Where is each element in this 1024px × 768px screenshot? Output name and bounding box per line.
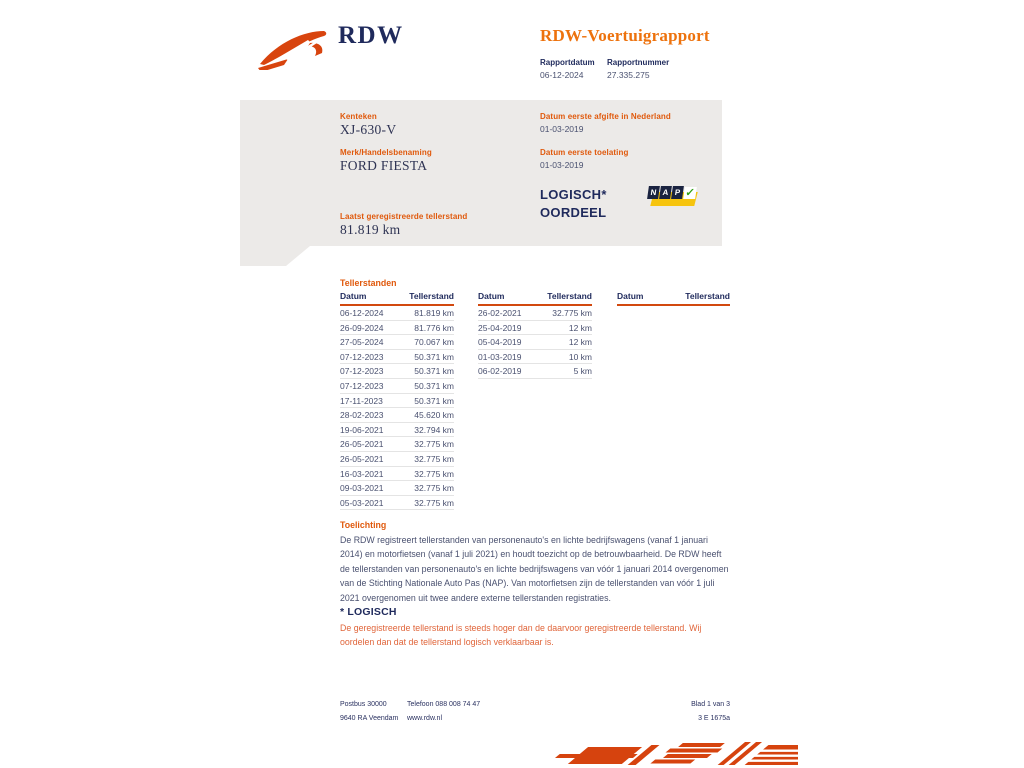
column-header-datum: Datum <box>617 291 644 301</box>
row-date: 26-02-2021 <box>478 308 522 318</box>
document-title: RDW-Voertuigrapport <box>540 26 710 45</box>
footer-form-code: 3 E 1675a <box>698 715 730 722</box>
table-row <box>340 379 454 394</box>
row-odometer-value: 32.775 km <box>552 308 592 318</box>
row-date: 07-12-2023 <box>340 351 384 362</box>
row-date: 09-03-2021 <box>340 483 384 494</box>
table-row <box>340 394 454 409</box>
odometer-table-1 <box>340 291 454 510</box>
nap-checkmark-icon: ✓ <box>684 187 696 199</box>
row-date: 25-04-2019 <box>478 322 522 333</box>
table-body <box>340 306 454 510</box>
footer-contact <box>407 698 480 726</box>
row-date: 07-12-2023 <box>340 380 384 391</box>
row-odometer-value: 50.371 km <box>414 366 454 377</box>
row-odometer-value: 32.775 km <box>414 453 454 464</box>
column-header-datum: Datum <box>478 291 505 301</box>
row-odometer-value: 5 km <box>573 366 592 377</box>
oordeel-block <box>540 186 607 222</box>
footer-phone: Telefoon 088 008 74 47 <box>407 701 481 708</box>
footer-website: www.rdw.nl <box>407 715 443 722</box>
eerste-toelating-label: Datum eerste toelating <box>540 148 629 157</box>
oordeel-line2: OORDEEL <box>540 205 607 220</box>
table-row <box>340 481 454 496</box>
row-odometer-value: 12 km <box>568 337 592 348</box>
row-odometer-value: 45.620 km <box>414 410 454 421</box>
row-date: 05-03-2021 <box>340 497 384 508</box>
row-date: 16-03-2021 <box>340 468 384 479</box>
table-row <box>340 467 454 482</box>
laatst-tellerstand-value: 81.819 km <box>340 222 401 237</box>
table-header <box>617 291 730 306</box>
row-odometer-value: 32.775 km <box>414 497 454 508</box>
report-date-value: 06-12-2024 <box>540 70 584 80</box>
row-odometer-value: 81.776 km <box>414 322 454 333</box>
footer-page-number: Blad 1 van 3 <box>691 701 730 708</box>
merk-label: Merk/Handelsbenaming <box>340 148 432 157</box>
table-row <box>340 364 454 379</box>
rdw-logo-text: RDW <box>338 22 404 49</box>
kenteken-label: Kenteken <box>340 112 377 121</box>
eerste-afgifte-label: Datum eerste afgifte in Nederland <box>540 112 671 121</box>
row-odometer-value: 32.794 km <box>414 424 454 435</box>
table-row <box>340 321 454 336</box>
odometer-table-3 <box>617 291 730 306</box>
table-body <box>478 306 592 379</box>
table-row <box>340 452 454 467</box>
kenteken-value: XJ-630-V <box>340 122 397 137</box>
table-row <box>340 335 454 350</box>
laatst-tellerstand-label: Laatst geregistreerde tellerstand <box>340 212 468 221</box>
column-header-tellerstand: Tellerstand <box>685 291 730 301</box>
toelichting-heading: Toelichting <box>340 520 387 530</box>
table-row <box>478 335 592 350</box>
footer-page-info <box>630 698 730 726</box>
table-header <box>478 291 592 306</box>
row-date: 19-06-2021 <box>340 424 384 435</box>
row-odometer-value: 50.371 km <box>414 395 454 406</box>
row-date: 26-05-2021 <box>340 453 384 464</box>
report-number-label: Rapportnummer <box>607 58 670 67</box>
nap-letter-a: A <box>659 186 672 199</box>
table-row <box>478 350 592 365</box>
row-odometer-value: 12 km <box>568 322 592 333</box>
row-odometer-value: 50.371 km <box>414 351 454 362</box>
tellerstanden-heading: Tellerstanden <box>340 278 397 288</box>
nap-letter-n: N <box>647 186 660 199</box>
report-date-label: Rapportdatum <box>540 58 595 67</box>
column-header-tellerstand: Tellerstand <box>409 291 454 301</box>
row-odometer-value: 81.819 km <box>414 308 454 318</box>
oordeel-line1: LOGISCH* <box>540 187 607 202</box>
vehicle-summary-box <box>240 100 722 266</box>
row-date: 26-05-2021 <box>340 439 384 450</box>
row-date: 06-12-2024 <box>340 308 384 318</box>
row-odometer-value: 32.775 km <box>414 468 454 479</box>
eerste-toelating-value: 01-03-2019 <box>540 160 584 170</box>
table-row <box>478 306 592 321</box>
logisch-heading: * LOGISCH <box>340 606 397 618</box>
row-date: 05-04-2019 <box>478 337 522 348</box>
odometer-table-2 <box>478 291 592 379</box>
row-date: 01-03-2019 <box>478 351 522 362</box>
footer-address <box>340 698 398 726</box>
column-header-tellerstand: Tellerstand <box>547 291 592 301</box>
decorative-stripes-icon <box>540 737 798 768</box>
nap-letter-p: P <box>671 186 684 199</box>
row-date: 26-09-2024 <box>340 322 384 333</box>
row-odometer-value: 50.371 km <box>414 380 454 391</box>
table-row <box>478 364 592 379</box>
table-row <box>340 350 454 365</box>
row-date: 27-05-2024 <box>340 337 384 348</box>
table-row <box>340 496 454 511</box>
footer-address-line1: Postbus 30000 <box>340 701 387 708</box>
rdw-wing-logo-icon <box>256 24 336 70</box>
table-row <box>340 437 454 452</box>
row-date: 28-02-2023 <box>340 410 384 421</box>
table-row <box>340 408 454 423</box>
logisch-body: De geregistreerde tellerstand is steeds hoger dan de daarvoor geregistreerde tellerstand. Wij oordelen dan dat de tellerstand logisch verklaarbaar is. <box>340 623 702 647</box>
row-odometer-value: 32.775 km <box>414 439 454 450</box>
row-date: 17-11-2023 <box>340 395 383 406</box>
report-number-value: 27.335.275 <box>607 70 650 80</box>
row-date: 06-02-2019 <box>478 366 522 377</box>
row-odometer-value: 70.067 km <box>414 337 454 348</box>
row-odometer-value: 10 km <box>568 351 592 362</box>
column-header-datum: Datum <box>340 291 367 301</box>
nap-logo <box>647 185 699 211</box>
row-date: 07-12-2023 <box>340 366 384 377</box>
table-header <box>340 291 454 306</box>
table-row <box>340 423 454 438</box>
merk-value: FORD FIESTA <box>340 158 428 173</box>
eerste-afgifte-value: 01-03-2019 <box>540 124 584 134</box>
row-odometer-value: 32.775 km <box>414 483 454 494</box>
table-row <box>340 306 454 321</box>
toelichting-body: De RDW registreert tellerstanden van personenauto's en lichte bedrijfswagens (vanaf 1 januari 2014) en motorfietsen (vanaf 1 juli 2021) en houdt toezicht op de betrouwbaarheid. De RDW heeft de tellerstanden van personenauto's en lichte bedrijfswagens van vóór 1 januari 2014 overgenomen van de Stichting Nationale Auto Pas (NAP). Van motorfietsen zijn de tellerstanden van vóór 1 juli 2021 overgenomen uit twee andere externe tellerstanden registraties. <box>340 535 729 603</box>
footer-address-line2: 9640 RA Veendam <box>340 715 399 722</box>
table-row <box>478 321 592 336</box>
